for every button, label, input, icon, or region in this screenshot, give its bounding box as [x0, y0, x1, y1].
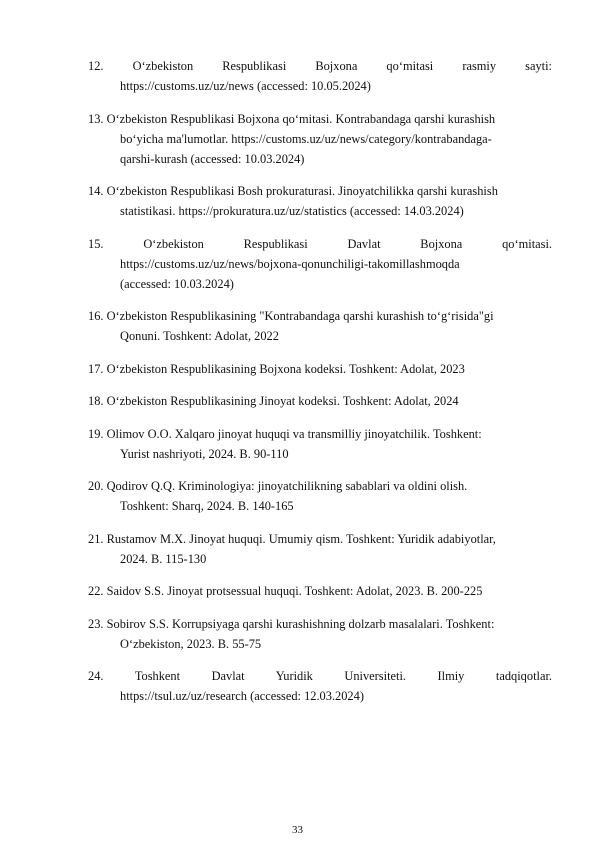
reference-number: 12. — [88, 59, 104, 73]
reference-first-line — [88, 424, 552, 444]
reference-item — [88, 359, 552, 379]
reference-number: 18. — [88, 394, 104, 408]
reference-text: O‘zbekiston Respublikasining "Kontrabandaga qarshi kurashish to‘g‘risida"gi — [106, 309, 494, 323]
reference-continuation: qarshi-kurash (accessed: 10.03.2024) — [120, 151, 305, 166]
reference-item — [88, 581, 552, 601]
reference-item — [88, 306, 552, 346]
reference-item — [88, 234, 552, 294]
reference-text: Saidov S.S. Jinoyat protsessual huquqi. Toshkent: Adolat, 2023. B. 200-225 — [106, 584, 483, 598]
reference-continuation: https://tsul.uz/uz/research (accessed: 12.03.2024) — [120, 689, 364, 703]
reference-item — [88, 109, 552, 169]
page-number: 33 — [292, 824, 303, 836]
reference-number: 19. — [88, 426, 104, 441]
reference-text: Rustamov M.X. Jinoyat huquqi. Umumiy qism. Toshkent: Yuridik adabiyotlar, — [106, 531, 496, 546]
reference-number: 20. — [88, 479, 104, 493]
reference-continuation: https://customs.uz/uz/news (accessed: 10.05.2024) — [120, 79, 371, 93]
reference-text: Qodirov Q.Q. Kriminologiya: jinoyatchilikning sabablari va oldini olish. — [106, 479, 468, 493]
reference-text: O‘zbekiston Respublikasi Davlat Bojxona qo‘mitasi. — [143, 236, 552, 251]
reference-number: 15. — [88, 236, 104, 251]
reference-number: 21. — [88, 531, 104, 546]
reference-text: O‘zbekiston Respublikasi Bojxona qo‘mitasi rasmiy sayti: — [132, 59, 552, 73]
reference-number: 13. — [88, 111, 104, 126]
reference-first-line — [88, 666, 552, 686]
reference-text: O‘zbekiston Respublikasi Bosh prokuraturasi. Jinoyatchilikka qarshi kurashish — [106, 184, 498, 198]
reference-first-line — [88, 614, 552, 634]
reference-text: O‘zbekiston Respublikasining Bojxona kodeksi. Toshkent: Adolat, 2023 — [106, 361, 465, 376]
reference-continuation: 2024. B. 115-130 — [120, 551, 207, 566]
reference-first-line — [88, 56, 552, 76]
reference-text: Sobirov S.S. Korrupsiyaga qarshi kurashishning dolzarb masalalari. Toshkent: — [106, 616, 495, 631]
reference-continuation: O‘zbekiston, 2023. B. 55-75 — [120, 636, 262, 651]
reference-continuation: statistikasi. https://prokuratura.uz/uz/statistics (accessed: 14.03.2024) — [120, 204, 464, 218]
reference-first-line — [88, 529, 552, 549]
reference-continuation: Yurist nashriyoti, 2024. B. 90-110 — [120, 446, 289, 461]
reference-item — [88, 391, 552, 411]
reference-item — [88, 529, 552, 569]
reference-item — [88, 476, 552, 516]
reference-item — [88, 614, 552, 654]
reference-first-line — [88, 359, 552, 379]
reference-continuation: (accessed: 10.03.2024) — [120, 276, 234, 291]
reference-number: 23. — [88, 616, 104, 631]
reference-text: Olimov O.O. Xalqaro jinoyat huquqi va transmilliy jinoyatchilik. Toshkent: — [106, 426, 482, 441]
reference-item — [88, 424, 552, 464]
reference-first-line — [88, 109, 552, 129]
reference-number: 22. — [88, 584, 104, 598]
reference-item — [88, 56, 552, 96]
reference-item — [88, 666, 552, 706]
reference-first-line — [88, 234, 552, 254]
reference-continuation: https://customs.uz/uz/news/bojxona-qonunchiligi-takomillashmoqda — [120, 256, 460, 271]
reference-continuation: bo‘yicha ma'lumotlar. https://customs.uz/uz/news/category/kontrabandaga- — [120, 131, 492, 146]
reference-text: O‘zbekiston Respublikasi Bojxona qo‘mitasi. Kontrabandaga qarshi kurashish — [106, 111, 496, 126]
reference-first-line — [88, 476, 552, 496]
reference-number: 14. — [88, 184, 104, 198]
reference-text: Toshkent Davlat Yuridik Universiteti. Ilmiy tadqiqotlar. — [134, 669, 552, 683]
reference-item — [88, 181, 552, 221]
reference-first-line — [88, 391, 552, 411]
reference-text: O‘zbekiston Respublikasining Jinoyat kodeksi. Toshkent: Adolat, 2024 — [106, 394, 459, 408]
reference-first-line — [88, 306, 552, 326]
reference-first-line — [88, 581, 552, 601]
reference-list — [88, 56, 552, 719]
reference-number: 17. — [88, 361, 104, 376]
reference-number: 24. — [88, 669, 104, 683]
reference-number: 16. — [88, 309, 104, 323]
reference-first-line — [88, 181, 552, 201]
reference-continuation: Toshkent: Sharq, 2024. B. 140-165 — [120, 499, 294, 513]
reference-continuation: Qonuni. Toshkent: Adolat, 2022 — [120, 329, 279, 343]
